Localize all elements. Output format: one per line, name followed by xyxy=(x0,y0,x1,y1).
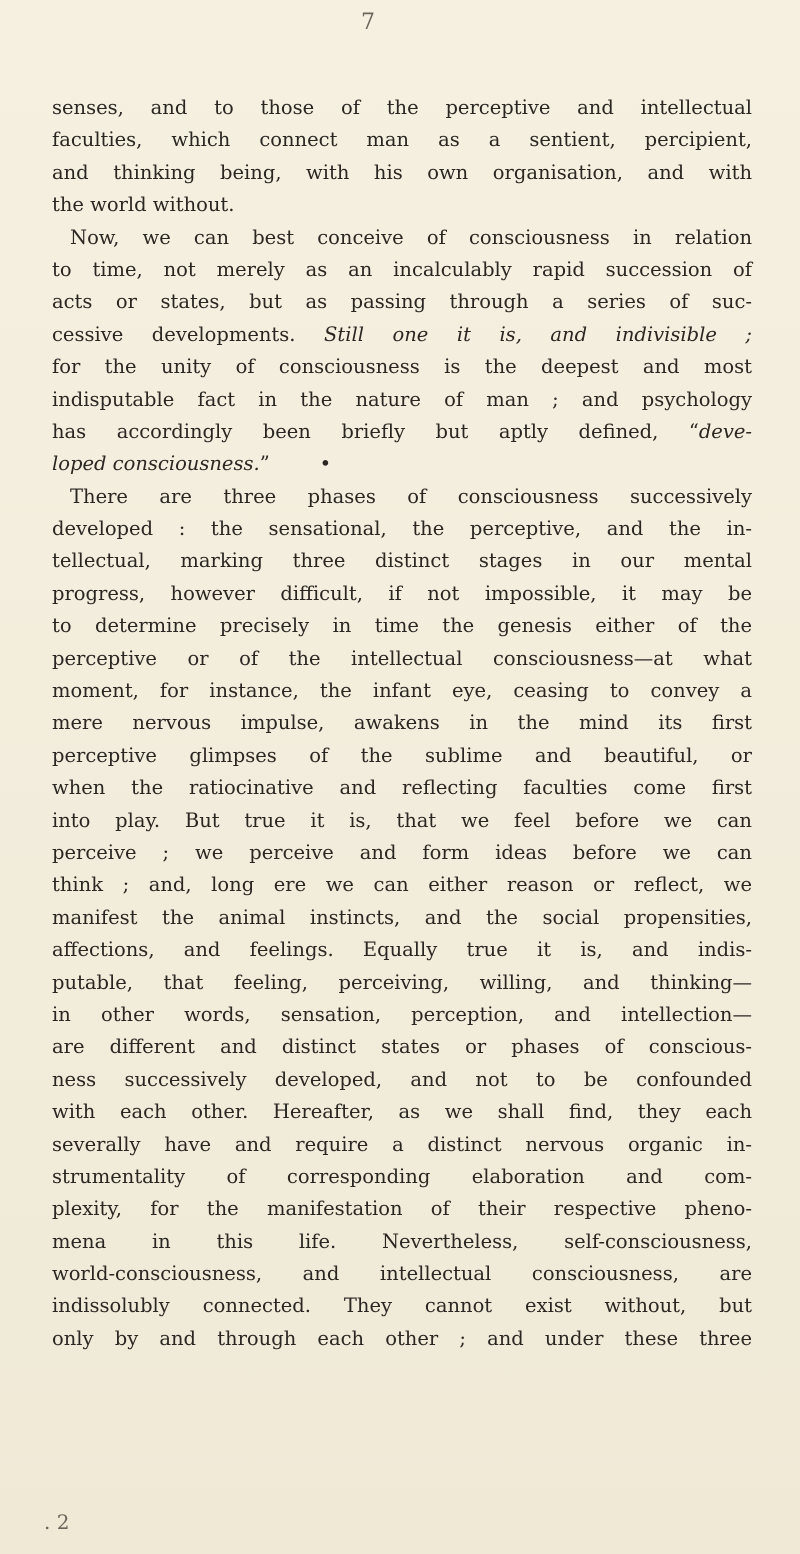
footer-mark: . 2 xyxy=(44,1510,70,1534)
text-line: tellectual, marking three distinct stages in our mental xyxy=(52,549,752,573)
text-line: mere nervous impulse, awakens in the mind its first xyxy=(52,711,752,735)
text-line: affections, and feelings. Equally true it is, and indis- xyxy=(52,938,752,962)
text-line xyxy=(52,416,752,448)
text-line: world-consciousness, and intellectual consciousness, are xyxy=(52,1262,752,1286)
text-line xyxy=(52,319,752,351)
text-line: Now, we can best conceive of consciousness in relation xyxy=(70,225,752,249)
text-line: to determine precisely in time the genesis either of the xyxy=(52,614,752,638)
text-line: the world without. xyxy=(52,193,235,217)
text-fragment: ” xyxy=(259,452,270,476)
text-line: senses, and to those of the perceptive and intellectual xyxy=(52,96,752,119)
text-line: faculties, which connect man as a sentient, percipient, xyxy=(52,128,752,152)
italic-fragment: Still one it is, and indivisible ; xyxy=(324,322,753,346)
text-line: for the unity of consciousness is the deepest and most xyxy=(52,355,752,379)
text-line: perceive ; we perceive and form ideas before we can xyxy=(52,840,752,864)
text-line: acts or states, but as passing through a series of suc- xyxy=(52,290,752,314)
page-number: 7 xyxy=(361,10,375,35)
bullet-mark: • xyxy=(319,452,332,476)
text-line: perceptive glimpses of the sublime and beautiful, or xyxy=(52,743,752,767)
text-line: mena in this life. Nevertheless, self-consciousness, xyxy=(52,1229,752,1253)
text-line: strumentality of corresponding elaboration and com- xyxy=(52,1164,752,1188)
text-line: to time, not merely as an incalculably rapid succession of xyxy=(52,257,752,281)
text-line: indisputable fact in the nature of man ; and psychology xyxy=(52,387,752,411)
text-line: only by and through each other ; and under these three xyxy=(52,1326,752,1350)
text-fragment: cessive developments. xyxy=(52,322,296,346)
text-line: in other words, sensation, perception, and intellection— xyxy=(52,1002,752,1026)
text-line: manifest the animal instincts, and the social propensities, xyxy=(52,905,752,929)
text-line: indissolubly connected. They cannot exist without, but xyxy=(52,1294,752,1318)
text-line: into play. But true it is, that we feel before we can xyxy=(52,808,752,832)
italic-fragment: deve- xyxy=(698,419,752,443)
text-fragment: has accordingly been briefly but aptly defined, “ xyxy=(52,419,699,443)
text-line: and thinking being, with his own organisation, and with xyxy=(52,160,752,184)
text-line: plexity, for the manifestation of their respective pheno- xyxy=(52,1197,752,1221)
text-line: when the ratiocinative and reflecting faculties come first xyxy=(52,776,752,800)
text-line: ness successively developed, and not to be confounded xyxy=(52,1067,752,1091)
body-text xyxy=(52,92,752,1355)
text-line: are different and distinct states or phases of conscious- xyxy=(52,1035,752,1059)
text-line xyxy=(52,448,752,480)
text-line: with each other. Hereafter, as we shall find, they each xyxy=(52,1100,752,1124)
text-line: moment, for instance, the infant eye, ceasing to convey a xyxy=(52,679,752,703)
text-line: progress, however difficult, if not impossible, it may be xyxy=(52,581,752,605)
italic-fragment: loped consciousness. xyxy=(52,452,260,476)
text-line: severally have and require a distinct nervous organic in- xyxy=(52,1132,752,1156)
text-line: think ; and, long ere we can either reason or reflect, we xyxy=(52,873,752,897)
text-line: developed : the sensational, the perceptive, and the in- xyxy=(52,517,752,541)
text-line: There are three phases of consciousness successively xyxy=(70,484,752,508)
text-line: perceptive or of the intellectual consciousness—at what xyxy=(52,646,752,670)
text-line: putable, that feeling, perceiving, willing, and thinking— xyxy=(52,970,752,994)
